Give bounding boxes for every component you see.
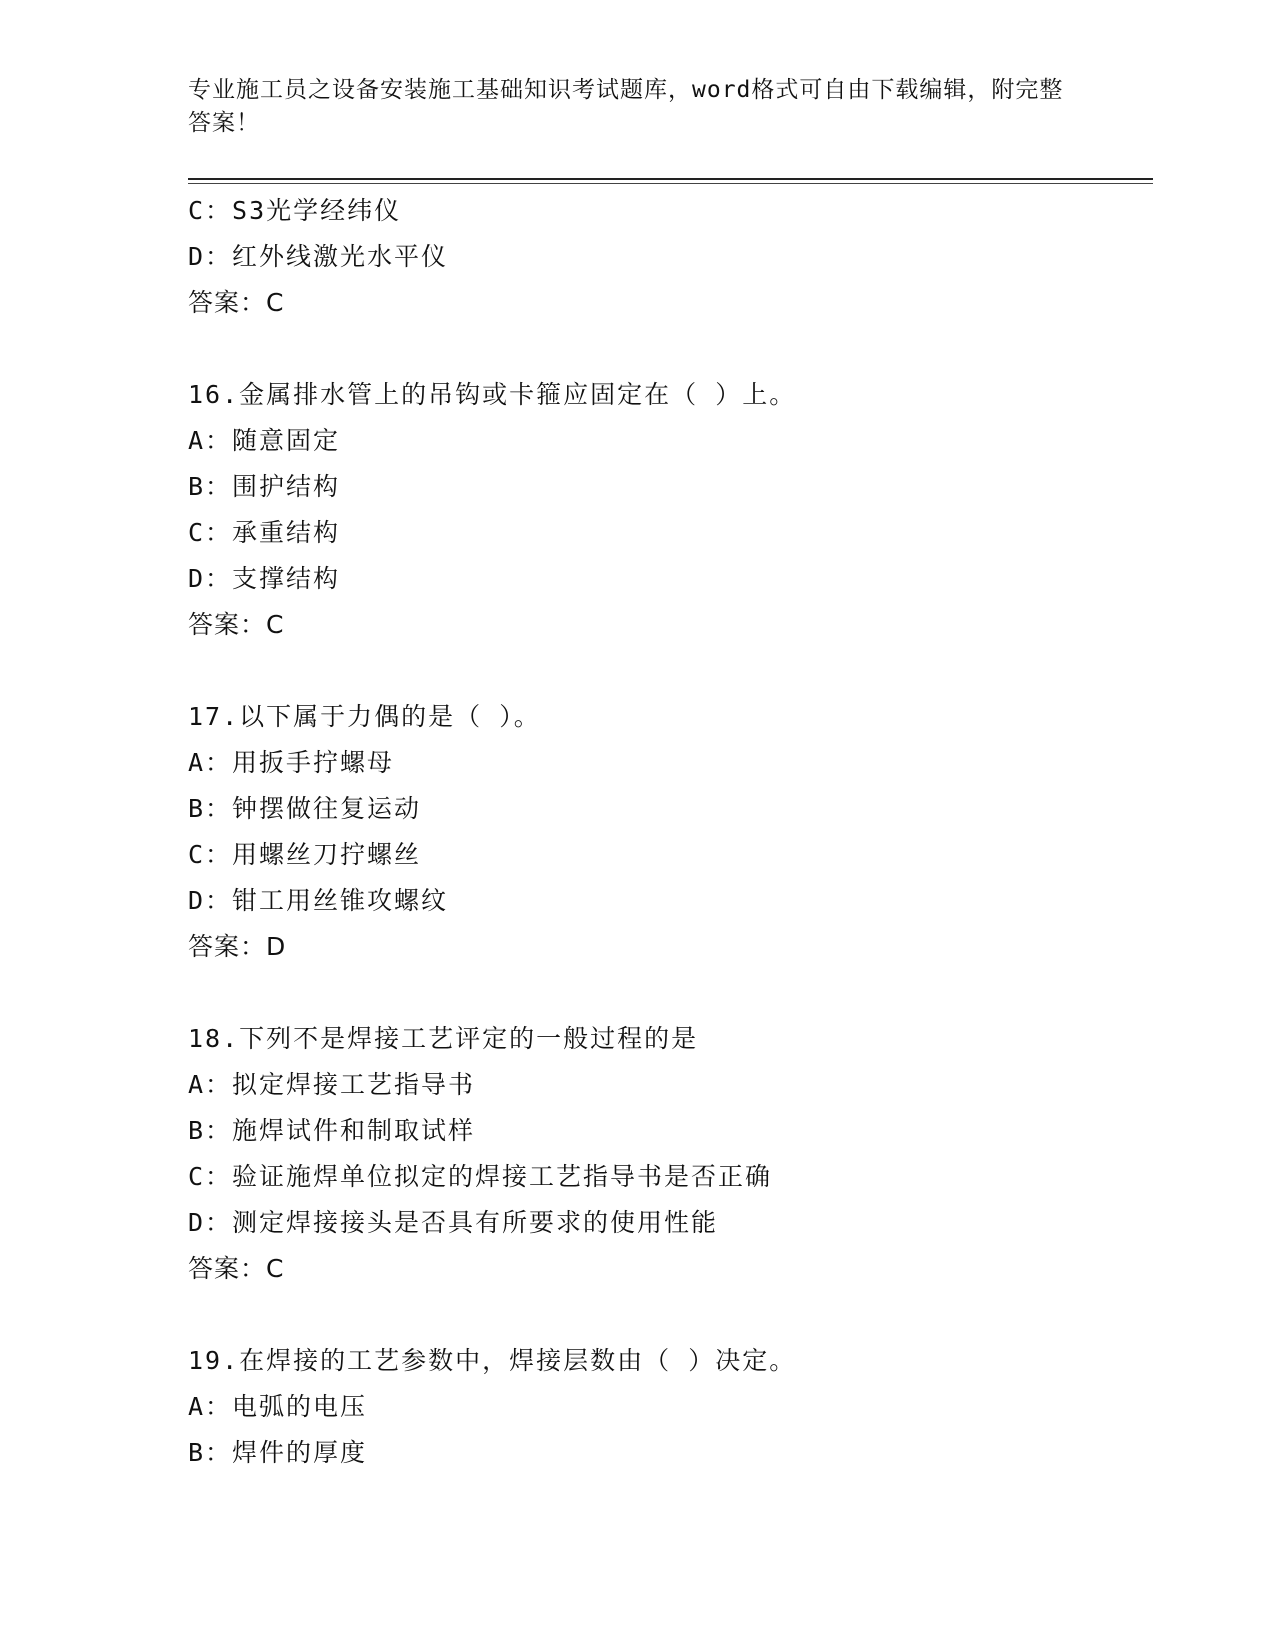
spacer	[188, 970, 1148, 1016]
option-c: C：S3光学经纬仪	[188, 196, 402, 225]
option-d: D：红外线激光水平仪	[188, 242, 449, 271]
question-19	[188, 1338, 1148, 1476]
option-d: D：钳工用丝锥攻螺纹	[188, 886, 449, 915]
spacer	[188, 1292, 1148, 1338]
spacer	[188, 648, 1148, 694]
question-15-tail	[188, 188, 1148, 326]
question-stem: 17.以下属于力偶的是（ ）。	[188, 702, 541, 731]
option-c: C：验证施焊单位拟定的焊接工艺指导书是否正确	[188, 1162, 773, 1191]
option-c: C：用螺丝刀拧螺丝	[188, 840, 422, 869]
option-c: C：承重结构	[188, 518, 341, 547]
option-a: A：随意固定	[188, 426, 341, 455]
option-d: D：测定焊接接头是否具有所要求的使用性能	[188, 1208, 719, 1237]
option-d: D：支撑结构	[188, 564, 341, 593]
option-b: B：施焊试件和制取试样	[188, 1116, 476, 1145]
question-18	[188, 1016, 1148, 1292]
option-b: B：焊件的厚度	[188, 1438, 368, 1467]
question-stem: 19.在焊接的工艺参数中，焊接层数由（ ）决定。	[188, 1346, 797, 1375]
answer: 答案：C	[188, 288, 285, 317]
option-a: A：拟定焊接工艺指导书	[188, 1070, 476, 1099]
header-divider	[188, 178, 1153, 180]
option-b: B：围护结构	[188, 472, 341, 501]
answer: 答案：C	[188, 610, 285, 639]
answer: 答案：C	[188, 1254, 285, 1283]
answer: 答案：D	[188, 932, 287, 961]
question-list	[188, 188, 1148, 1476]
question-stem: 18.下列不是焊接工艺评定的一般过程的是	[188, 1024, 699, 1053]
option-a: A：用扳手拧螺母	[188, 748, 395, 777]
option-a: A：电弧的电压	[188, 1392, 368, 1421]
document-header: 专业施工员之设备安装施工基础知识考试题库，word格式可自由下载编辑，附完整答案！	[188, 77, 1064, 136]
question-16	[188, 372, 1148, 648]
spacer	[188, 326, 1148, 372]
option-b: B：钟摆做往复运动	[188, 794, 422, 823]
header-divider-thin	[188, 183, 1153, 184]
question-17	[188, 694, 1148, 970]
question-stem: 16.金属排水管上的吊钩或卡箍应固定在（ ）上。	[188, 380, 797, 409]
